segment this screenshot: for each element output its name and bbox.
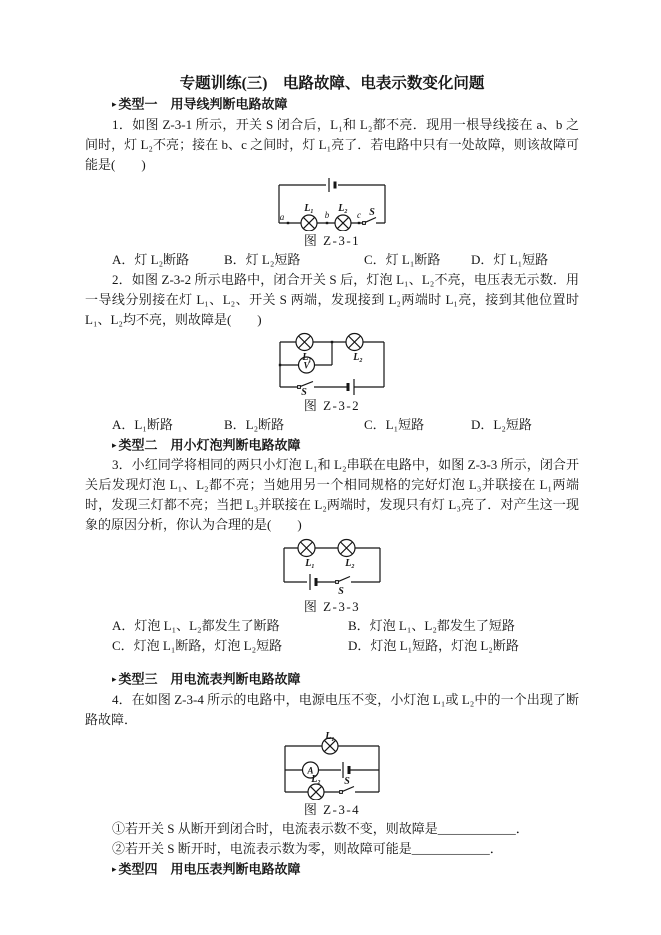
heading-type2-text: 类型二 用小灯泡判断电路故障 xyxy=(118,437,301,452)
q2-option-c: C．L₁短路 xyxy=(364,416,425,432)
lamp-L1-label: L₁ xyxy=(305,558,315,569)
question-3-options-row1 xyxy=(85,616,579,636)
figure-4-caption: 图 Z-3-4 xyxy=(303,801,361,817)
q3-option-c: C．灯泡 L₁断路，灯泡 L₂短路 xyxy=(112,638,283,653)
question-4-text: 4．在如图 Z-3-4 所示的电路中，电源电压不变，小灯泡 L₁或 L₂中的一个出现了断路故障． xyxy=(85,691,579,727)
figure-z-3-2 xyxy=(85,332,579,415)
node-b xyxy=(326,221,328,223)
circuit-diagram-3 xyxy=(276,537,388,597)
lamp-L1-label: L₁ xyxy=(304,202,314,214)
switch-S-label: S xyxy=(369,206,375,218)
question-4-sub2: ②若开关 S 断开时，电流表示数为零，则故障可能是____________． xyxy=(112,840,503,856)
q1-option-c: C．灯 L₁断路 xyxy=(364,251,441,267)
q3-option-a: A．灯泡 L₁、L₂都发生了断路 xyxy=(112,618,280,633)
q1-option-d: D．灯 L₁短路 xyxy=(471,251,549,267)
triangle-marker: ▸ xyxy=(112,439,117,450)
switch-blade xyxy=(342,786,354,791)
question-2-options xyxy=(85,415,579,435)
circuit-diagram-1 xyxy=(273,177,391,231)
point-a-label: a xyxy=(279,211,285,222)
triangle-marker: ▸ xyxy=(112,674,117,684)
question-3-text: 3．小红同学将相同的两只小灯泡 L₁和 L₂串联在电路中，如图 Z-3-3 所示，闭合开关后发现灯泡 L₁、L₂都不亮；当她用另一个相同规格的完好灯泡 L₃并联接在 L₁两端时，发现三灯都不亮；当把 L₃并联接在 L₂两端时，发现只有灯 L₃亮了．对产生这一现象的原因分析，你认为合理的是( ) xyxy=(85,457,579,532)
switch-blade xyxy=(365,217,376,222)
lamp-L1-label: L₁ xyxy=(302,351,312,363)
figure-2-caption: 图 Z-3-2 xyxy=(303,397,361,413)
triangle-marker: ▸ xyxy=(112,99,117,109)
section-heading-type4 xyxy=(85,859,579,880)
lamp-L2-label: L₂ xyxy=(311,773,321,785)
switch-pivot xyxy=(340,790,343,793)
q1-option-b: B．灯 L₂短路 xyxy=(224,251,301,267)
switch-pivot xyxy=(298,385,301,388)
node-c xyxy=(358,221,360,223)
lamp-L2-label: L₂ xyxy=(345,558,355,569)
q2-option-a: A．L₁断路 xyxy=(112,416,173,432)
lamp-L2-label: L₂ xyxy=(338,202,348,214)
question-1-text: 1．如图 Z-3-1 所示，开关 S 闭合后，L₁和 L₂都不亮．现用一根导线接在 a、b 之间时，灯 L₂不亮；接在 b、c 之间时，灯 L₁亮了．若电路中只有一处故障，则该故障可能是( ) xyxy=(85,116,579,172)
lamp-L2-label: L₂ xyxy=(353,351,363,363)
voltmeter-letter: V xyxy=(303,360,310,370)
heading-type1-text: 类型一 用导线判断电路故障 xyxy=(118,96,288,112)
node-a xyxy=(287,221,289,223)
section-heading-type2 xyxy=(85,435,579,456)
q3-option-d: D．灯泡 L₁短路，灯泡 L₂断路 xyxy=(348,638,519,653)
figure-z-3-1 xyxy=(85,177,579,250)
figure-1-caption: 图 Z-3-1 xyxy=(303,232,361,248)
question-4-sub1: ①若开关 S 从断开到闭合时，电流表示数不变，则故障是____________． xyxy=(112,820,529,836)
switch-blade xyxy=(338,577,350,582)
switch-blade xyxy=(300,381,313,386)
heading-type3-text: 类型三 用电流表判断电路故障 xyxy=(118,671,301,687)
triangle-marker: ▸ xyxy=(112,863,117,874)
page-title: 专题训练(三) 电路故障、电表示数变化问题 xyxy=(179,75,485,92)
circuit-diagram-4 xyxy=(275,732,389,800)
ammeter-letter: A xyxy=(307,765,314,775)
figure-z-3-4 xyxy=(85,732,579,819)
q2-option-b: B．L₂断路 xyxy=(224,416,285,432)
q1-option-a: A．灯 L₂断路 xyxy=(112,251,190,267)
q3-option-b: B．灯泡 L₁、L₂都发生了短路 xyxy=(348,618,515,633)
question-1-options xyxy=(85,250,579,270)
question-2-text: 2．如图 Z-3-2 所示电路中，闭合开关 S 后，灯泡 L₁、L₂不亮，电压表无示数．用一导线分别接在灯 L₁、L₂、开关 S 两端，发现接到 L₂两端时 L₁亮，接到其他位置时 L₁、L₂均不亮，则故障是( ) xyxy=(85,271,579,327)
section-heading-type1 xyxy=(85,94,579,115)
question-3-options-row2 xyxy=(85,636,579,656)
section-heading-type3 xyxy=(85,669,579,690)
point-b-label: b xyxy=(324,209,330,220)
switch-S-label: S xyxy=(301,386,307,396)
figure-3-caption: 图 Z-3-3 xyxy=(303,599,361,614)
circuit-diagram-2 xyxy=(270,332,394,396)
q2-option-d: D．L₂短路 xyxy=(471,416,532,432)
heading-type4-text: 类型四 用电压表判断电路故障 xyxy=(118,861,301,876)
lamp-L1-label: L₁ xyxy=(325,731,335,742)
switch-S-label: S xyxy=(338,586,344,597)
figure-z-3-3 xyxy=(85,537,579,616)
switch-S-label: S xyxy=(344,775,350,787)
point-c-label: c xyxy=(357,209,361,220)
switch-pivot xyxy=(336,581,339,584)
